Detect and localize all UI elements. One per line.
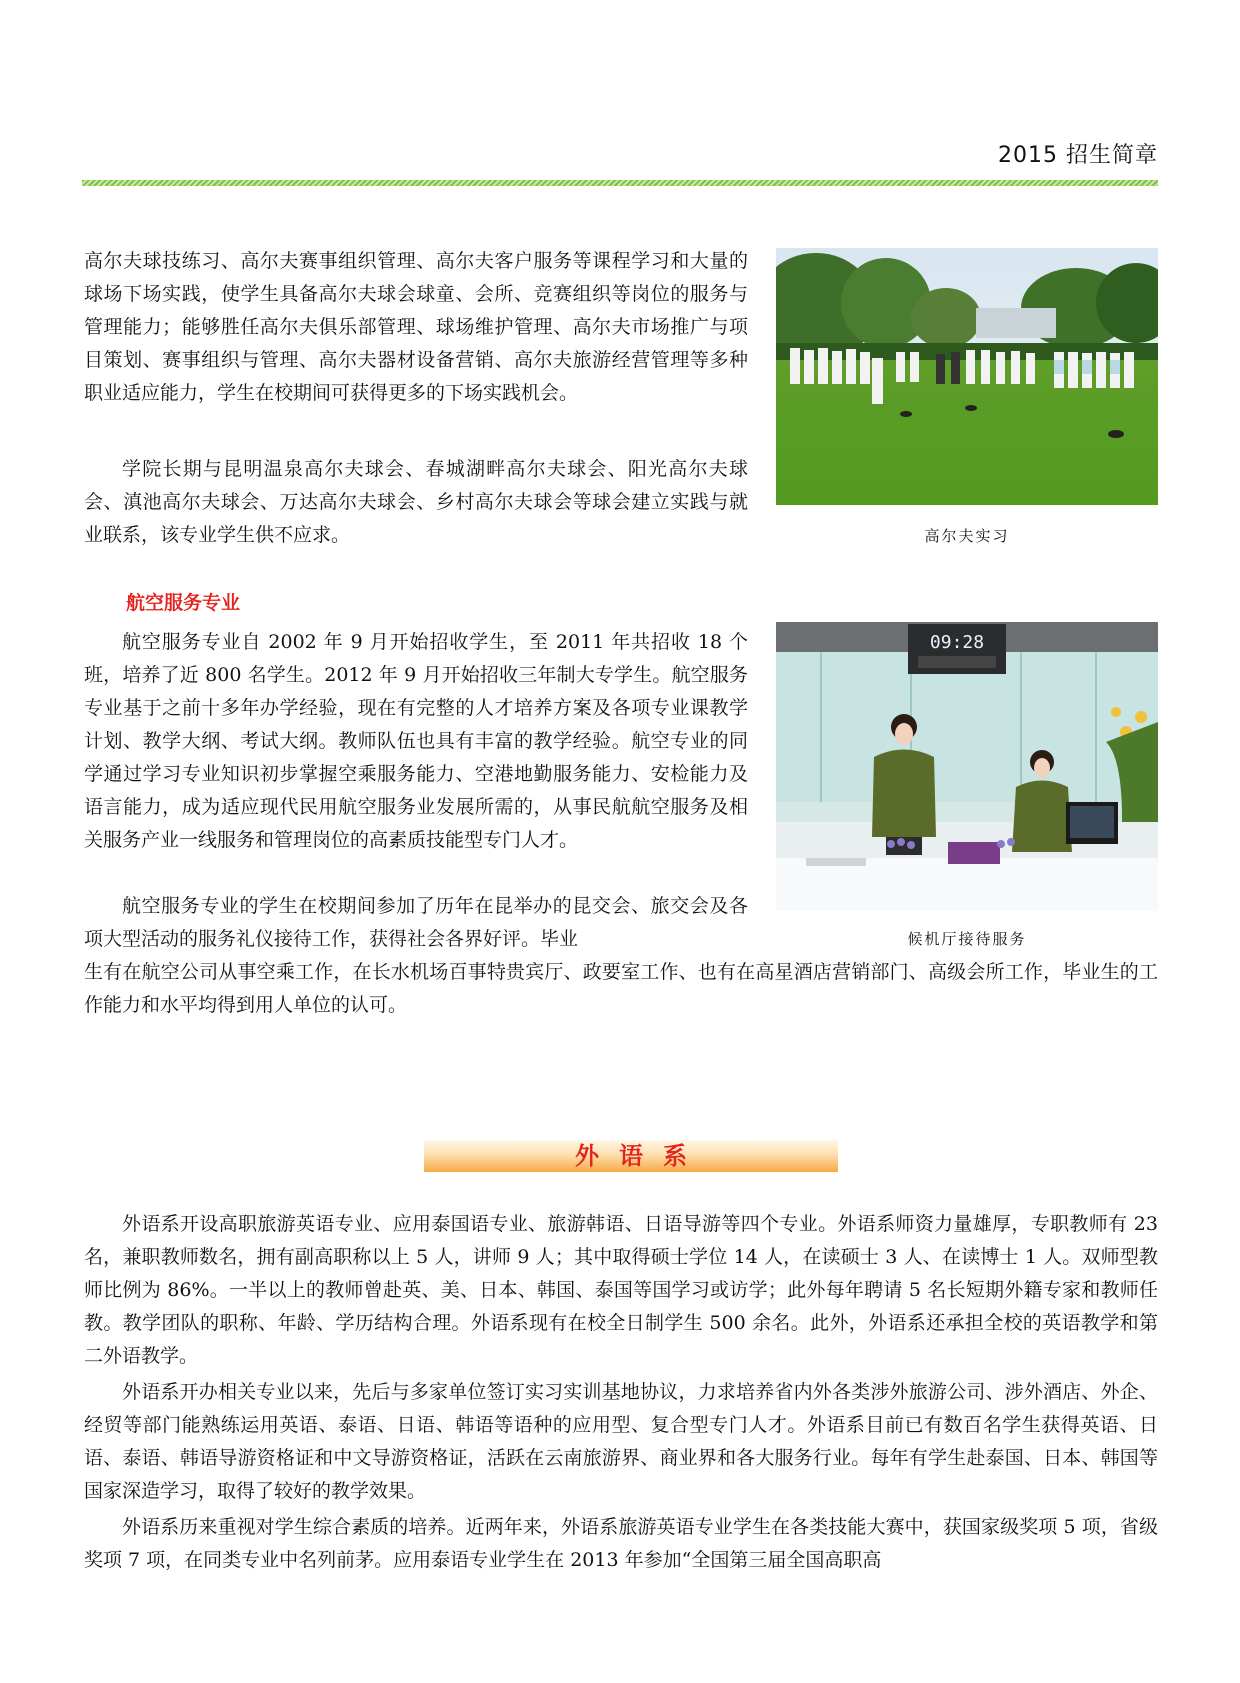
foreign-languages-banner xyxy=(424,1140,838,1172)
foreign-languages-paragraph-1: 外语系开设高职旅游英语专业、应用泰国语专业、旅游韩语、日语导游等四个专业。外语系师资力量雄厚，专职教师有 23 名，兼职教师数名，拥有副高职称以上 5 人，讲师 9 人；其中取得硕士学位 14 人，在读硕士 3 人、在读博士 1 人。双师型教师比例为 86%。一半以上的教师曾赴英、美、日本、韩国、泰国等国学习或访学；此外每年聘请 5 名长短期外籍专家和教师任教。教学团队的职称、年龄、学历结构合理。外语系现有在校全日制学生 500 余名。此外，外语系还承担全校的英语教学和第二外语教学。 xyxy=(84,1213,1158,1367)
golf-photo-illustration xyxy=(776,248,1158,505)
golf-paragraph-2: 学院长期与昆明温泉高尔夫球会、春城湖畔高尔夫球会、阳光高尔夫球会、滇池高尔夫球会、万达高尔夫球会、乡村高尔夫球会等球会建立实践与就业联系，该专业学生供不应求。 xyxy=(84,458,748,546)
golf-practice-photo xyxy=(776,248,1158,505)
page-header-title: 2015 招生简章 xyxy=(998,143,1158,168)
terminal-photo-illustration xyxy=(776,622,1158,911)
aviation-paragraph-2a: 航空服务专业的学生在校期间参加了历年在昆举办的昆交会、旅交会及各项大型活动的服务礼仪接待工作，获得社会各界好评。毕业 xyxy=(84,895,748,950)
golf-paragraph-1: 高尔夫球技练习、高尔夫赛事组织管理、高尔夫客户服务等课程学习和大量的球场下场实践，使学生具备高尔夫球会球童、会所、竞赛组织等岗位的服务与管理能力；能够胜任高尔夫俱乐部管理、球场维护管理、高尔夫市场推广与项目策划、赛事组织与管理、高尔夫器材设备营销、高尔夫旅游经营管理等多种职业适应能力，学生在校期间可获得更多的下场实践机会。 xyxy=(84,250,748,404)
clock-display: 09:28 xyxy=(929,632,985,653)
aviation-paragraph-2b: 生有在航空公司从事空乘工作，在长水机场百事特贵宾厅、政要室工作、也有在高星酒店营销部门、高级会所工作，毕业生的工作能力和水平均得到用人单位的认可。 xyxy=(84,961,1158,1016)
aviation-paragraph-1: 航空服务专业自 2002 年 9 月开始招收学生，至 2011 年共招收 18 个班，培养了近 800 名学生。2012 年 9 月开始招收三年制大专学生。航空服务专业基于之前十多年办学经验，现在有完整的人才培养方案及各项专业课教学计划、教学大纲、考试大纲。教师队伍也具有丰富的教学经验。航空专业的同学通过学习专业知识初步掌握空乘服务能力、空港地勤服务能力、安检能力及语言能力，成为适应现代民用航空服务业发展所需的，从事民航航空服务及相关服务产业一线服务和管理岗位的高素质技能型专门人才。 xyxy=(84,631,748,851)
foreign-languages-paragraph-2: 外语系开办相关专业以来，先后与多家单位签订实习实训基地协议，力求培养省内外各类涉外旅游公司、涉外酒店、外企、经贸等部门能熟练运用英语、泰语、日语、韩语等语种的应用型、复合型专门人才。外语系目前已有数百名学生获得英语、日语、泰语、韩语导游资格证和中文导游资格证，活跃在云南旅游界、商业界和各大服务行业。每年有学生赴泰国、日本、韩国等国家深造学习，取得了较好的教学效果。 xyxy=(84,1381,1158,1502)
foreign-languages-paragraph-3: 外语系历来重视对学生综合素质的培养。近两年来，外语系旅游英语专业学生在各类技能大赛中，获国家级奖项 5 项，省级奖项 7 项，在同类专业中名列前茅。应用泰语专业学生在 2013 年参加“全国第三届全国高职高 xyxy=(84,1516,1158,1571)
golf-photo-caption: 高尔夫实习 xyxy=(924,527,1010,545)
terminal-reception-photo xyxy=(776,622,1158,911)
aviation-section-heading: 航空服务专业 xyxy=(126,592,241,614)
terminal-photo-caption: 候机厅接待服务 xyxy=(907,930,1027,948)
foreign-languages-banner-label: 外语系 xyxy=(575,1142,707,1170)
header-divider xyxy=(82,180,1158,186)
